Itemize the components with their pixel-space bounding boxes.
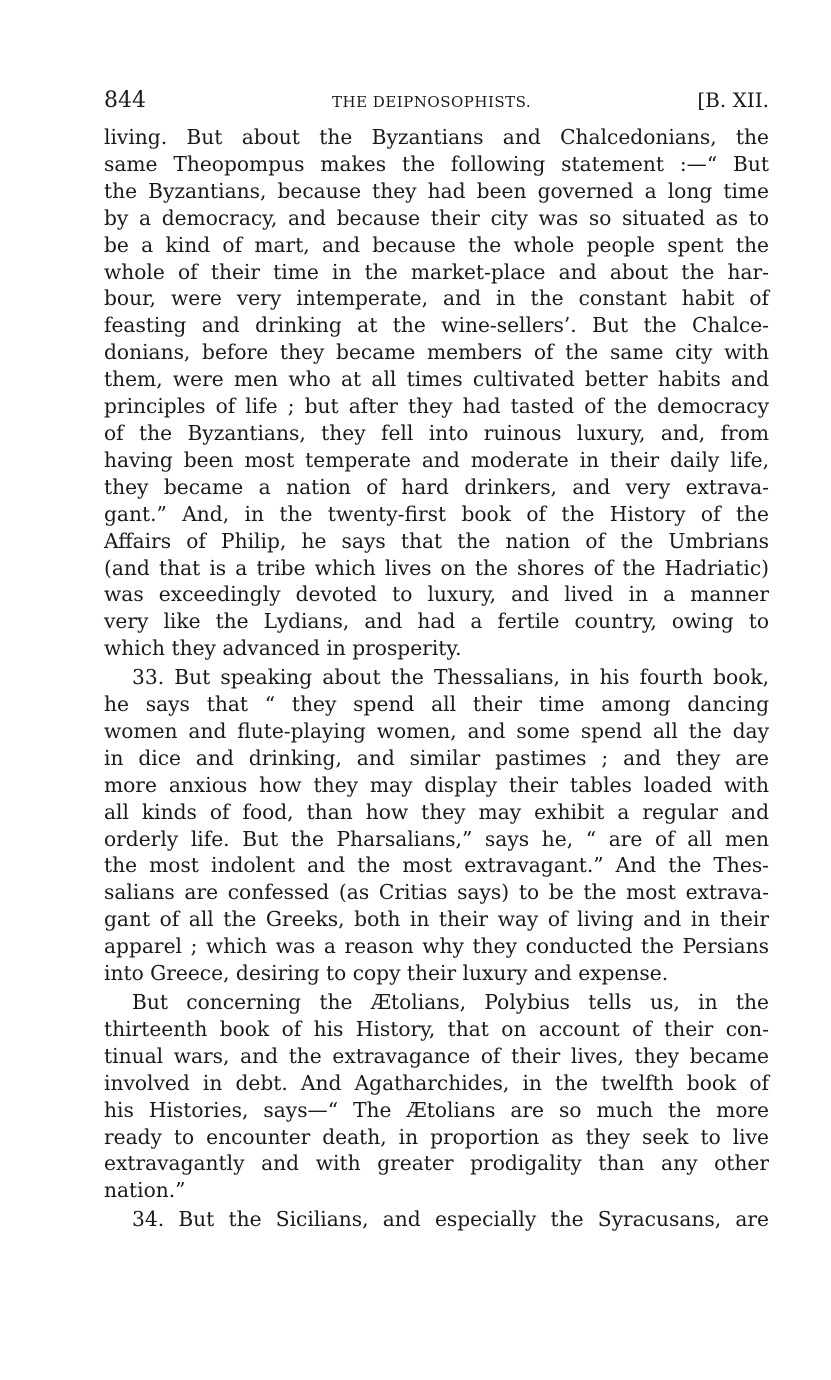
- text-line: nation.”: [104, 1178, 186, 1203]
- text-line: very like the Lydians, and had a fertile country, owing to: [104, 609, 769, 634]
- text-line: them, were men who at all times cultivated better habits and: [104, 367, 769, 392]
- text-line: he says that “ they spend all their time among dancing: [104, 692, 769, 717]
- page-number: 844: [104, 88, 146, 113]
- text-line: be a kind of mart, and because the whole people spent the: [104, 232, 769, 257]
- text-line: 33. But speaking about the Thessalians, in his fourth book,: [132, 665, 769, 690]
- text-line: gant of all the Greeks, both in their way of living and in their: [104, 907, 769, 932]
- paragraph: [104, 989, 769, 1204]
- text-line: of the Byzantians, they fell into ruinous luxury, and, from: [104, 420, 769, 445]
- text-line: apparel ; which was a reason why they conducted the Persians: [104, 934, 769, 959]
- book-page: [104, 88, 769, 1233]
- text-line: into Greece, desiring to copy their luxury and expense.: [104, 961, 669, 986]
- text-line: principles of life ; but after they had tasted of the democracy: [104, 394, 769, 419]
- text-line: feasting and drinking at the wine-sellers’. But the Chalce-: [104, 313, 769, 338]
- text-line: same Theopompus makes the following statement :—“ But: [104, 151, 769, 176]
- text-line: the most indolent and the most extravagant.” And the Thes-: [104, 853, 769, 878]
- text-line: orderly life. But the Pharsalians,” says he, “ are of all men: [104, 826, 769, 851]
- text-line: living. But about the Byzantians and Chalcedonians, the: [104, 125, 769, 149]
- book-reference: [B. XII.: [697, 88, 769, 112]
- text-line: more anxious how they may display their tables loaded with: [104, 772, 769, 797]
- text-line: women and flute-playing women, and some spend all the day: [104, 718, 769, 743]
- text-line: donians, before they became members of the same city with: [104, 340, 769, 365]
- text-line: having been most temperate and moderate in their daily life,: [104, 447, 769, 472]
- text-line: by a democracy, and because their city was so situated as to: [104, 205, 769, 230]
- text-line: Affairs of Philip, he says that the nation of the Umbrians: [104, 528, 769, 553]
- text-line: salians are confessed (as Critias says) to be the most extrava-: [104, 880, 769, 905]
- text-line: gant.” And, in the twenty-first book of the History of the: [104, 501, 769, 526]
- text-line: involved in debt. And Agatharchides, in the twelfth book of: [104, 1070, 769, 1095]
- text-line: (and that is a tribe which lives on the shores of the Hadriatic): [104, 555, 769, 580]
- text-line: was exceedingly devoted to luxury, and lived in a manner: [104, 582, 769, 607]
- body-text: [104, 124, 769, 1233]
- text-line: whole of their time in the market-place and about the har-: [104, 259, 769, 284]
- paragraph: [104, 1206, 769, 1233]
- text-line: which they advanced in prosperity.: [104, 636, 462, 661]
- text-line: 34. But the Sicilians, and especially the Syracusans, are: [132, 1207, 769, 1232]
- text-line: bour, were very intemperate, and in the constant habit of: [104, 286, 769, 311]
- paragraph: [104, 664, 769, 987]
- text-line: ready to encounter death, in proportion as they seek to live: [104, 1124, 769, 1149]
- running-head: [104, 88, 769, 118]
- text-line: they became a nation of hard drinkers, and very extrava-: [104, 474, 769, 499]
- running-title: THE DEIPNOSOPHISTS.: [332, 93, 532, 111]
- text-line: his Histories, says—“ The Ætolians are so much the more: [104, 1097, 769, 1122]
- paragraph: [104, 124, 769, 662]
- text-line: in dice and drinking, and similar pastimes ; and they are: [104, 745, 769, 770]
- text-line: But concerning the Ætolians, Polybius tells us, in the: [132, 990, 769, 1014]
- text-line: all kinds of food, than how they may exhibit a regular and: [104, 799, 769, 824]
- text-line: thirteenth book of his History, that on account of their con-: [104, 1016, 769, 1041]
- text-line: tinual wars, and the extravagance of their lives, they became: [104, 1043, 769, 1068]
- text-line: extravagantly and with greater prodigality than any other: [104, 1151, 769, 1176]
- text-line: the Byzantians, because they had been governed a long time: [104, 178, 769, 203]
